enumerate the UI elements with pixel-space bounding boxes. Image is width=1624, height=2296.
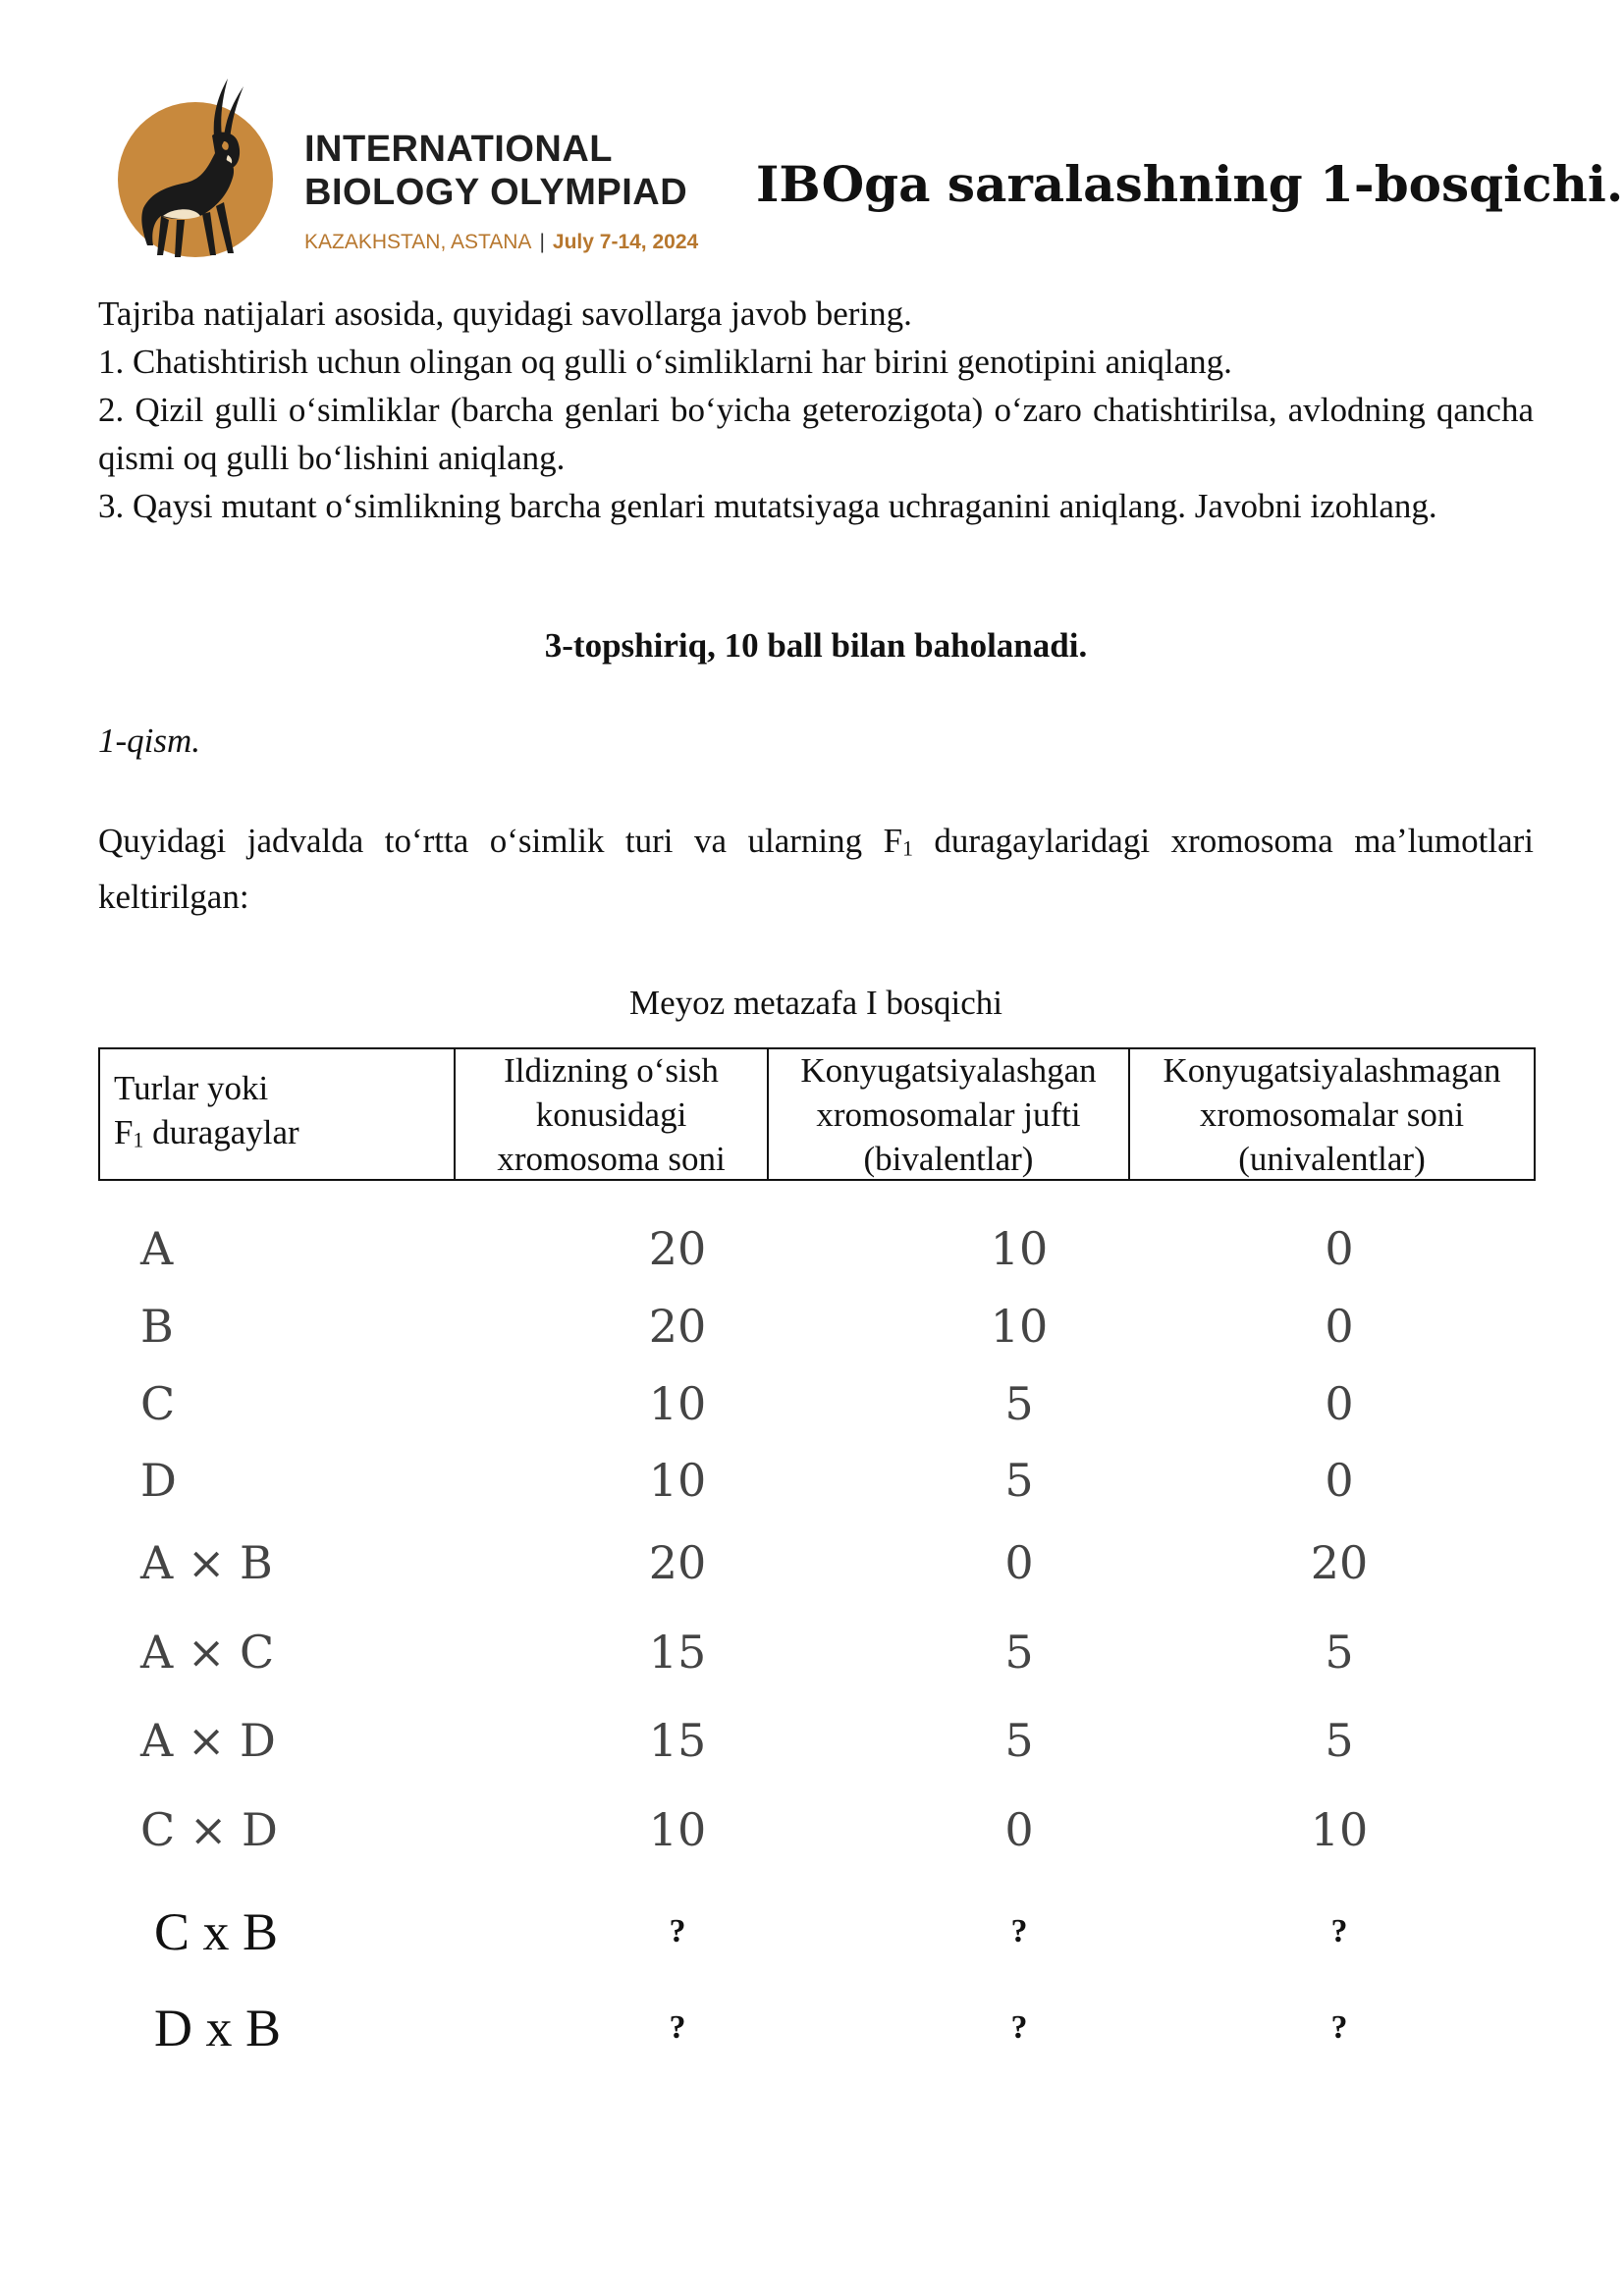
row-name: D (140, 1454, 177, 1507)
table-row (0, 1795, 1624, 1864)
row-chromosomes-value: ? (669, 2009, 686, 2046)
row-univalents-value: 5 (1325, 1714, 1354, 1767)
table-caption: Meyoz metazafa I bosqichi (629, 984, 1002, 1022)
row-chromosomes-value: 20 (648, 1300, 707, 1353)
header-col-chromosomes-line2: konusidagi (535, 1095, 687, 1134)
row-univalents-value: 5 (1325, 1626, 1354, 1679)
table-row (0, 1618, 1624, 1686)
table-row (0, 1369, 1624, 1438)
logo-title-line1: INTERNATIONAL (304, 129, 613, 170)
task-intro-text: Quyidagi jadvalda toʻrtta oʻsimlik turi va ularning F (98, 822, 903, 860)
header-col-bivalents-line1: Konyugatsiyalashgan (800, 1050, 1097, 1090)
task-intro-subscript: 1 (902, 836, 913, 861)
row-bivalents-value: 0 (1004, 1536, 1034, 1589)
header-col-univalents-line2: xromosomalar soni (1199, 1095, 1465, 1134)
task-heading: 3-topshiriq, 10 ball bilan baholanadi. (544, 626, 1088, 665)
header-col-chromosomes-line3: xromosoma soni (497, 1139, 726, 1178)
row-name: C x B (154, 1902, 279, 1961)
logo-date: July 7-14, 2024 (552, 231, 699, 253)
row-bivalents-value: 10 (990, 1300, 1049, 1353)
row-chromosomes-value: ? (669, 1913, 686, 1949)
row-univalents-value: 0 (1325, 1377, 1354, 1430)
header-f-letter: F (114, 1112, 134, 1151)
question-2: 2. Qizil gulli oʻsimliklar (barcha genlari boʻyicha geterozigota) oʻzaro chatishtirilsa, avlodning qancha qismi oq gulli boʻlishini aniqlang. (98, 391, 1534, 477)
row-chromosomes-value: 15 (648, 1626, 707, 1679)
row-chromosomes-value: 15 (648, 1714, 707, 1767)
row-chromosomes-value: 10 (648, 1803, 707, 1856)
header-col-bivalents-line2: xromosomalar jufti (816, 1095, 1081, 1134)
row-bivalents-value: 0 (1004, 1803, 1034, 1856)
row-univalents-value: 0 (1325, 1454, 1354, 1507)
logo-location: KAZAKHSTAN, ASTANA (304, 231, 532, 253)
row-chromosomes-value: 20 (648, 1536, 707, 1589)
table-row (0, 1528, 1624, 1597)
logo-separator: | (539, 231, 545, 253)
logo-title-line2: BIOLOGY OLYMPIAD (304, 172, 688, 213)
page-title: IBOga saralashning 1-bosqichi. (756, 155, 1624, 213)
row-name: A × B (140, 1536, 273, 1589)
row-name: A × D (140, 1714, 276, 1767)
row-bivalents-value: ? (1010, 2009, 1028, 2046)
row-univalents-value: 0 (1325, 1300, 1354, 1353)
table-row (0, 1706, 1624, 1775)
row-univalents-value: ? (1330, 2009, 1348, 2046)
row-name: B (140, 1300, 174, 1353)
row-bivalents-value: 5 (1004, 1377, 1034, 1430)
table-row (0, 1214, 1624, 1283)
row-bivalents-value: 5 (1004, 1714, 1034, 1767)
header-col-bivalents-line3: (bivalentlar) (863, 1139, 1034, 1178)
table-row (0, 1446, 1624, 1515)
row-bivalents-value: ? (1010, 1913, 1028, 1949)
table-row-unknown (0, 1897, 1624, 1966)
row-name: A × C (140, 1626, 275, 1679)
header-col-species-line1: Turlar yoki (114, 1068, 269, 1107)
table-row-unknown (0, 1994, 1624, 2062)
header-col-chromosomes-line1: Ildizning oʻsish (504, 1050, 719, 1090)
row-univalents-value: 10 (1310, 1803, 1369, 1856)
row-bivalents-value: 10 (990, 1222, 1049, 1275)
row-chromosomes-value: 20 (648, 1222, 707, 1275)
header-f-subscript: 1 (133, 1128, 144, 1152)
header-col-univalents-line3: (univalentlar) (1238, 1139, 1426, 1178)
row-univalents-value: 0 (1325, 1222, 1354, 1275)
question-1: 1. Chatishtirish uchun olingan oq gulli oʻsimliklarni har birini genotipini aniqlang. (98, 343, 1232, 381)
question-3: 3. Qaysi mutant oʻsimlikning barcha genlari mutatsiyaga uchraganini aniqlang. Javobni izohlang. (98, 487, 1437, 525)
row-univalents-value: 20 (1310, 1536, 1369, 1589)
table-row (0, 1292, 1624, 1361)
task-intro-text-cont: duragaylaridagi xromosoma maʼlumotlari keltirilgan: (98, 822, 1534, 917)
part-label: 1-qism. (98, 721, 201, 760)
row-chromosomes-value: 10 (648, 1377, 707, 1430)
row-name: D x B (154, 1999, 282, 2057)
header-hybrids-word: duragaylar (143, 1112, 299, 1151)
row-bivalents-value: 5 (1004, 1454, 1034, 1507)
row-name: A (140, 1222, 174, 1275)
row-chromosomes-value: 10 (648, 1454, 707, 1507)
row-name: C × D (140, 1803, 278, 1856)
header-col-univalents-line1: Konyugatsiyalashmagan (1163, 1050, 1501, 1090)
row-bivalents-value: 5 (1004, 1626, 1034, 1679)
row-univalents-value: ? (1330, 1913, 1348, 1949)
row-name: C (140, 1377, 176, 1430)
questions-intro: Tajriba natijalari asosida, quyidagi savollarga javob bering. (98, 294, 912, 333)
